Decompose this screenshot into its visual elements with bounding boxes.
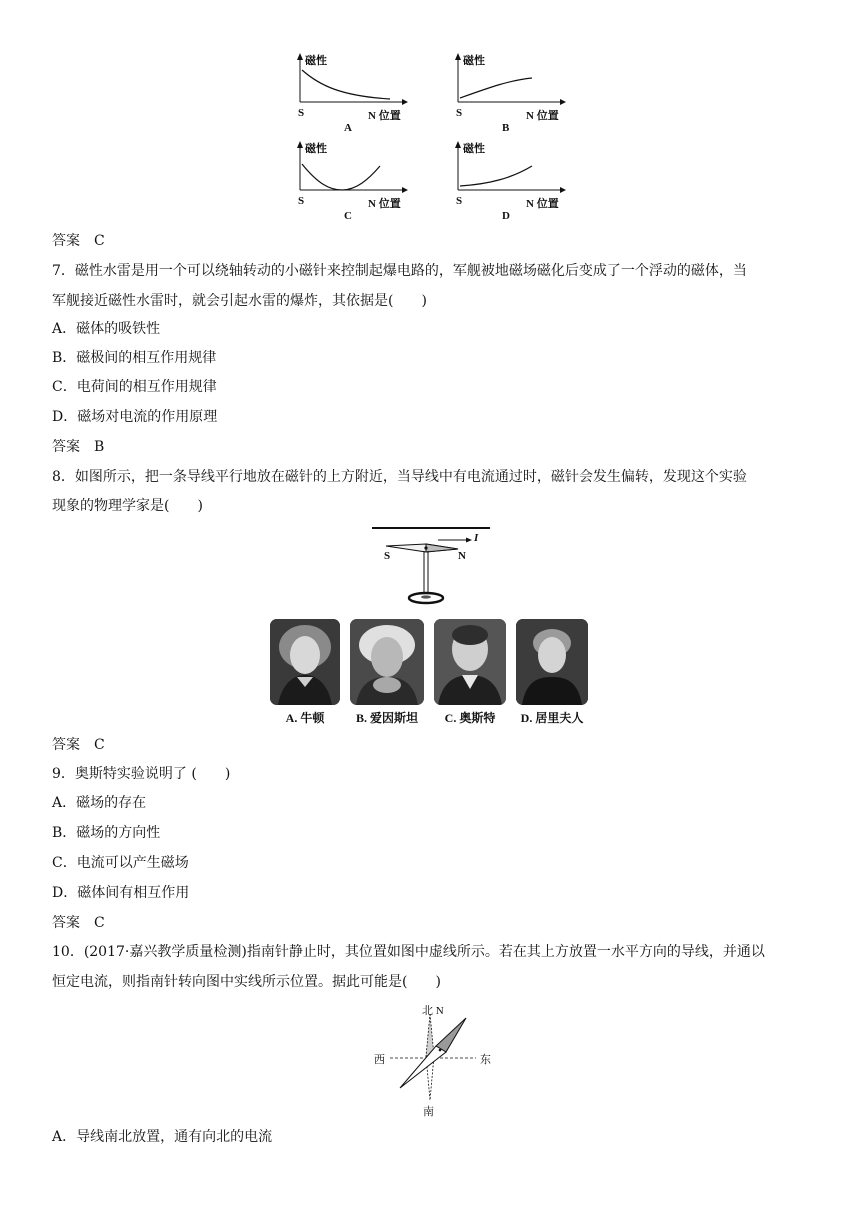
q7-option-b: B．磁极间的相互作用规律 xyxy=(52,350,217,366)
q7-option-d: D．磁场对电流的作用原理 xyxy=(52,409,218,425)
y-axis-label: 磁性 xyxy=(305,55,327,67)
compass-diagram xyxy=(368,1000,498,1118)
y-axis-label: 磁性 xyxy=(463,55,485,67)
option-label: C xyxy=(344,210,352,222)
q9-answer: 答案 C xyxy=(52,915,105,931)
graph-d xyxy=(448,140,568,220)
q6-answer: 答案 C xyxy=(52,233,105,249)
x-start-label: S xyxy=(298,195,305,207)
person-icon xyxy=(350,619,424,705)
q9-option-a: A．磁场的存在 xyxy=(52,795,147,811)
q8-stem-line2: 现象的物理学家是( ) xyxy=(52,498,203,514)
person-icon xyxy=(434,619,506,705)
compass-north-label: 北 N xyxy=(422,1005,444,1017)
needle-wire-diagram xyxy=(368,522,494,606)
q9-option-d: D．磁体间有相互作用 xyxy=(52,885,190,901)
portrait-caption-b: B. 爱因斯坦 xyxy=(355,711,418,725)
person-icon xyxy=(516,619,588,705)
option-label: A xyxy=(344,122,352,134)
current-label: I xyxy=(474,532,479,544)
x-start-label: S xyxy=(456,107,463,119)
portrait-caption-c: C. 奥斯特 xyxy=(444,711,496,725)
portrait-curie xyxy=(516,619,588,705)
needle-n-label: N xyxy=(458,550,466,562)
q7-option-a: A．磁体的吸铁性 xyxy=(52,321,161,337)
x-start-label: S xyxy=(298,107,305,119)
option-label: B xyxy=(502,122,510,134)
portrait-newton xyxy=(270,619,340,705)
q7-answer: 答案 B xyxy=(52,439,105,455)
compass-south-label: 南 xyxy=(423,1106,434,1118)
x-end-label: N 位置 xyxy=(368,198,401,210)
q9-option-c: C．电流可以产生磁场 xyxy=(52,855,189,871)
y-axis-label: 磁性 xyxy=(305,143,327,155)
q7-option-c: C．电荷间的相互作用规律 xyxy=(52,379,217,395)
graph-b xyxy=(448,52,568,132)
x-start-label: S xyxy=(456,195,463,207)
option-label: D xyxy=(502,210,510,222)
q8-answer: 答案 C xyxy=(52,737,105,753)
x-end-label: N 位置 xyxy=(526,110,559,122)
compass-east-label: 东 xyxy=(480,1054,491,1066)
graph-a xyxy=(290,52,410,132)
x-end-label: N 位置 xyxy=(368,110,401,122)
q9-option-b: B．磁场的方向性 xyxy=(52,825,161,841)
q10-stem-line1: 10．(2017·嘉兴教学质量检测)指南针静止时，其位置如图中虚线所示。若在其上方放置一水平方向的导线，并通以 xyxy=(52,944,765,960)
portrait-caption-a: A. 牛顿 xyxy=(285,711,325,725)
q10-option-a: A．导线南北放置，通有向北的电流 xyxy=(52,1129,273,1145)
q7-stem-line2: 军舰接近磁性水雷时，就会引起水雷的爆炸，其依据是( ) xyxy=(52,293,427,309)
portrait-einstein xyxy=(350,619,424,705)
compass-west-label: 西 xyxy=(374,1054,385,1066)
q10-stem-line2: 恒定电流，则指南针转向图中实线所示位置。据此可能是( ) xyxy=(52,974,441,990)
portrait-caption-d: D. 居里夫人 xyxy=(520,711,584,725)
needle-s-label: S xyxy=(384,550,391,562)
graph-c xyxy=(290,140,410,220)
y-axis-label: 磁性 xyxy=(463,143,485,155)
x-end-label: N 位置 xyxy=(526,198,559,210)
q7-stem-line1: 7．磁性水雷是用一个可以绕轴转动的小磁针来控制起爆电路的，军舰被地磁场磁化后变成了一个浮动的磁体，当 xyxy=(52,263,747,279)
person-icon xyxy=(270,619,340,705)
portrait-oersted xyxy=(434,619,506,705)
q8-stem-line1: 8．如图所示，把一条导线平行地放在磁针的上方附近，当导线中有电流通过时，磁针会发生偏转，发现这个实验 xyxy=(52,469,747,485)
q9-stem: 9．奥斯特实验说明了 ( ) xyxy=(52,766,231,782)
